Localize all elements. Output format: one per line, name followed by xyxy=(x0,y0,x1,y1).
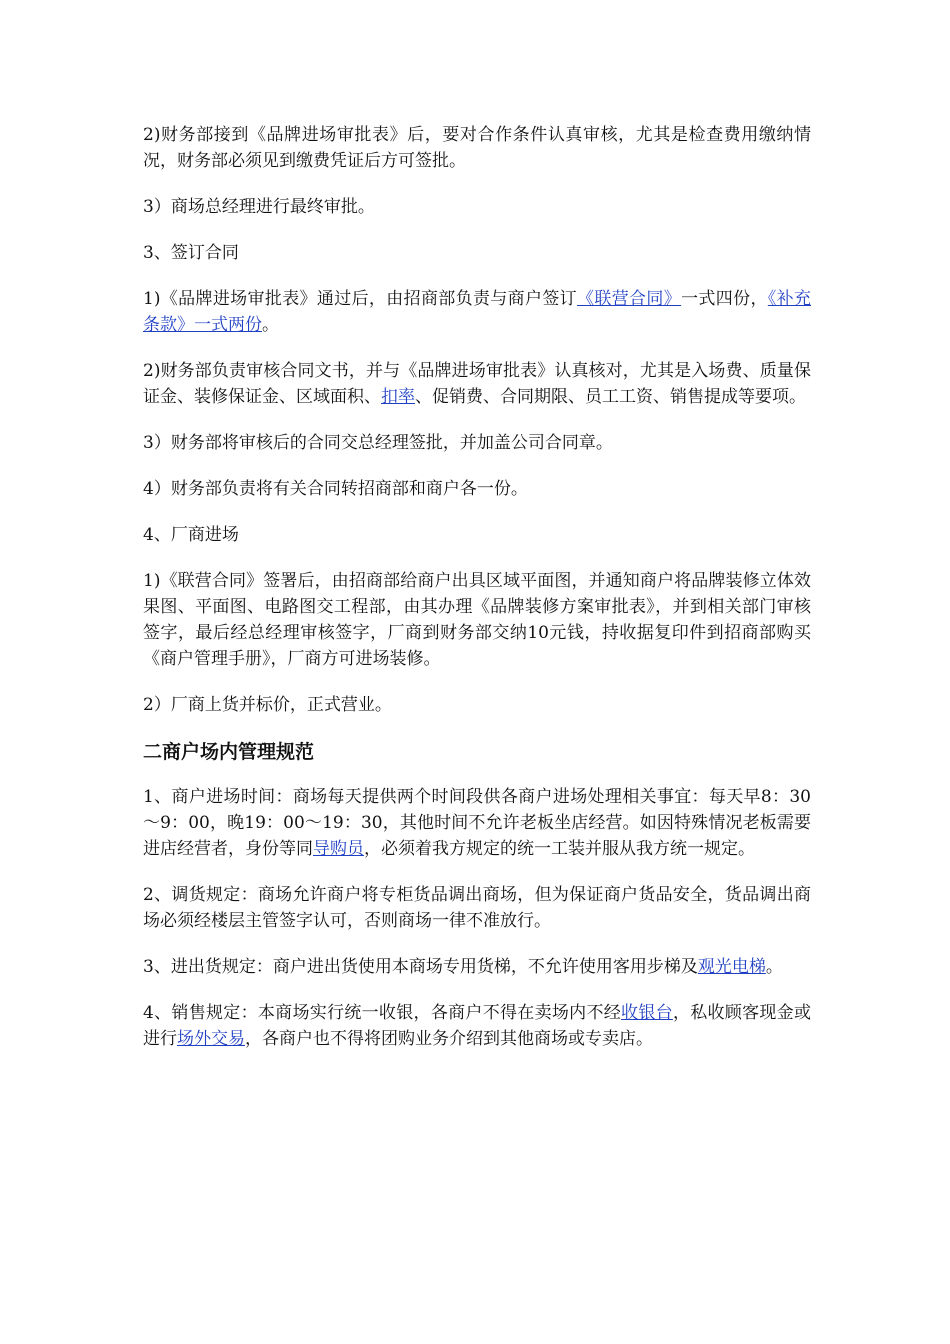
link-off-site-trading[interactable]: 场外交易 xyxy=(177,1029,245,1049)
paragraph-text: 1、商户进场时间：商场每天提供两个时间段供各商户进场处理相关事宜：每天早8：30～9：00，晚19：00～19：30，其他时间不允许老板坐店经营。如因特殊情况老板需要进店经营者，身份等同 xyxy=(143,787,811,859)
paragraph-sales-rules xyxy=(143,1000,811,1052)
paragraph-text: 2）厂商上货并标价，正式营业。 xyxy=(143,695,392,715)
paragraph-text: 一式四份， xyxy=(681,289,768,309)
paragraph-contract-seal xyxy=(143,430,811,456)
paragraph-contract-review xyxy=(143,358,811,410)
paragraph-text: 3、进出货规定：商户进出货使用本商场专用货梯，不允许使用客用步梯及 xyxy=(143,957,698,977)
link-discount-rate[interactable]: 扣率 xyxy=(381,387,415,407)
section-title: 4、厂商进场 xyxy=(143,525,239,545)
paragraph-text: 4）财务部负责将有关合同转招商部和商户各一份。 xyxy=(143,479,528,499)
paragraph-contract-signing xyxy=(143,286,811,338)
link-sightseeing-elevator[interactable]: 观光电梯 xyxy=(697,957,766,977)
paragraph-text: 2、调货规定：商场允许商户将专柜货品调出商场，但为保证商户货品安全，货品调出商场必须经楼层主管签字认可，否则商场一律不准放行。 xyxy=(143,885,811,931)
paragraph-text: 4、销售规定：本商场实行统一收银，各商户不得在卖场内不经 xyxy=(143,1003,622,1023)
section-vendor-entry xyxy=(143,522,811,548)
paragraph-text: 、促销费、合同期限、员工工资、销售提成等要项。 xyxy=(415,387,806,407)
section-title: 3、签订合同 xyxy=(143,243,239,263)
link-joint-operation-contract[interactable]: 《联营合同》 xyxy=(577,289,682,309)
paragraph-text: ，必须着我方规定的统一工装并服从我方统一规定。 xyxy=(364,839,755,859)
paragraph-text: 1)《品牌进场审批表》通过后，由招商部负责与商户签订 xyxy=(143,289,578,309)
paragraph-text: 3）财务部将审核后的合同交总经理签批，并加盖公司合同章。 xyxy=(143,433,613,453)
paragraph-entry-time xyxy=(143,784,811,862)
paragraph-vendor-entry-process xyxy=(143,568,811,672)
paragraph-text: ，私收顾客现金或进行 xyxy=(143,1003,811,1049)
paragraph-text: 。 xyxy=(262,315,279,335)
paragraph-text: 3）商场总经理进行最终审批。 xyxy=(143,197,375,217)
paragraph-goods-rules xyxy=(143,954,811,980)
heading-in-store-management: 二商户场内管理规范 xyxy=(143,741,315,763)
paragraph-text: 。 xyxy=(765,957,783,977)
paragraph-text: 1)《联营合同》签署后，由招商部给商户出具区域平面图，并通知商户将品牌装修立体效果图、平面图、电路图交工程部，由其办理《品牌装修方案审批表》，并到相关部门审核签字，最后经总经理审核签字，厂商到财务部交纳10元钱，持收据复印件到招商部购买《商户管理手册》，厂商方可进场装修。 xyxy=(143,571,811,669)
paragraph-finance-review xyxy=(143,122,811,174)
paragraph-text: 2)财务部负责审核合同文书，并与《品牌进场审批表》认真核对，尤其是入场费、质量保证金、装修保证金、区域面积、 xyxy=(143,361,811,407)
paragraph-text: ，各商户也不得将团购业务介绍到其他商场或专卖店。 xyxy=(245,1029,653,1049)
paragraph-text: 2)财务部接到《品牌进场审批表》后，要对合作条件认真审核，尤其是检查费用缴纳情况，财务部必须见到缴费凭证后方可签批。 xyxy=(143,125,811,171)
section-sign-contract xyxy=(143,240,811,266)
link-checkout-counter[interactable]: 收银台 xyxy=(621,1003,673,1023)
paragraph-gm-approval xyxy=(143,194,811,220)
paragraph-contract-distribution xyxy=(143,476,811,502)
link-supplementary-terms[interactable]: 《补充条款》一式两份 xyxy=(143,289,811,335)
link-sales-guide[interactable]: 导购员 xyxy=(313,839,364,859)
paragraph-transfer-rules xyxy=(143,882,811,934)
paragraph-vendor-open xyxy=(143,692,811,718)
document-page xyxy=(143,122,811,1072)
